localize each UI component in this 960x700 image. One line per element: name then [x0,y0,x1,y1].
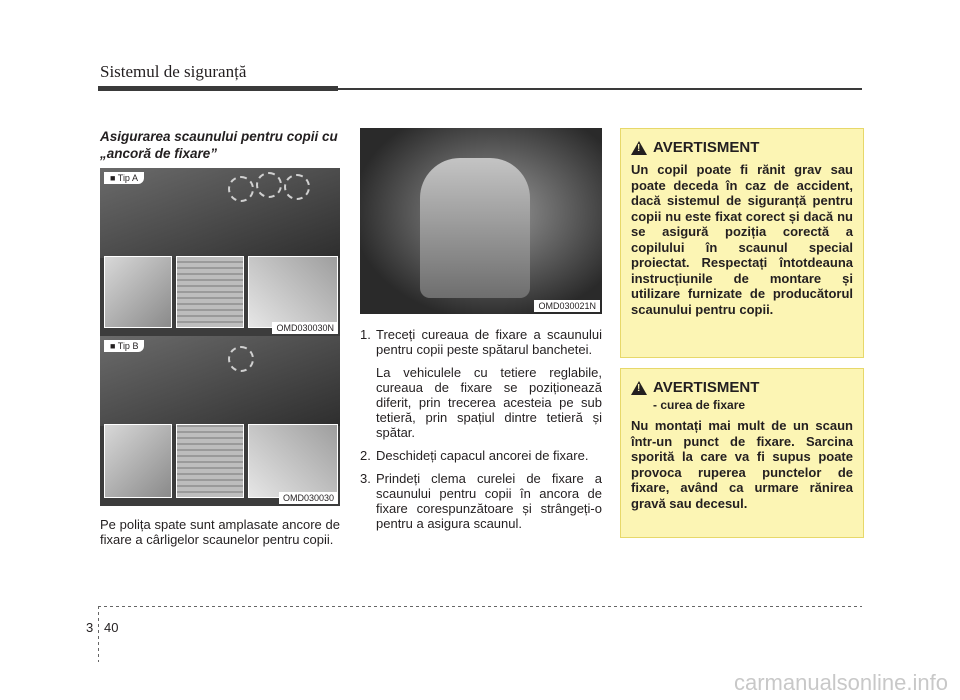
warning-icon [631,381,647,395]
anchor-highlight [256,172,282,198]
chapter-number: 3 [86,620,94,635]
figure-code: OMD030021N [534,300,600,312]
warning-icon [631,141,647,155]
inset-anchor [176,256,244,328]
step-item [360,471,602,531]
inset-hook [248,424,338,498]
warning-subtitle: - curea de fixare [653,398,746,412]
page-number: 40 [104,620,119,635]
figure-code: OMD030030 [279,492,338,504]
step-text: Treceți cureaua de fixare a scaunului pentru copii peste spătarul banchetei. [376,327,602,357]
anchor-highlight [228,346,254,372]
warning-text: Un copil poate fi rănit grav sau poate deceda în caz de accident, dacă sistemul de siguranță pentru copii nu este fixat corect și dacă nu se asigură poziția corectă a copilului în scaunul special proiectat. Respectați întotdeauna instrucțiunile de montare și utilizare furnizate de producătorul scaunului pentru copii. [631,162,853,317]
figure-label: ■ Tip B [104,340,144,352]
inset-anchor [176,424,244,498]
step-number: 3. [360,471,371,486]
figure-label: ■ Tip A [104,172,144,184]
warning-title: AVERTISMENT [653,379,760,396]
warning-text: Nu montați mai mult de un scaun într-un punct de fixare. Sarcina sporită la care va fi supus poate provoca ruperea punctelor de fixare, având ca urmare rănirea gravă sau decesul. [631,418,853,511]
step-number: 2. [360,448,371,463]
step-text: Prindeți clema curelei de fixare a scaunului pentru copii în ancora de fixare corespunzătoare și strângeți-o pentru a asigura scaunul. [376,471,602,531]
warning-box [620,368,864,538]
figure-tip-a [100,168,340,336]
step-item [360,327,602,440]
header-bar [98,86,338,91]
figure-child-seat [360,128,602,314]
section-title: Asigurarea scaunului pentru copii cu „ancoră de fixare” [100,129,338,161]
step-item [360,448,602,463]
inset-hook [248,256,338,328]
anchor-highlight [284,174,310,200]
footer-rule [98,606,862,607]
footer-separator [98,606,99,662]
figure-tip-b [100,336,340,506]
figure-code: OMD030030N [272,322,338,334]
warning-box [620,128,864,358]
warning-title: AVERTISMENT [653,139,760,156]
step-number: 1. [360,327,371,342]
anchor-highlight [228,176,254,202]
step-text: Deschideți capacul ancorei de fixare. [376,448,589,463]
step-note: La vehiculele cu tetiere reglabile, cureaua de fixare se poziționează diferit, prin trecerea acesteia pe sub tetieră, prin spațiul dintre tetieră și spătar. [376,365,602,440]
anchor-description: Pe polița spate sunt amplasate ancore de fixare a cârligelor scaunelor pentru copii. [100,517,340,547]
steps-list [360,327,602,539]
inset-cover [104,256,172,328]
header-rule [338,88,862,90]
inset-cover [104,424,172,498]
watermark: carmanualsonline.info [733,670,948,695]
page-header-title: Sistemul de siguranță [100,62,247,81]
